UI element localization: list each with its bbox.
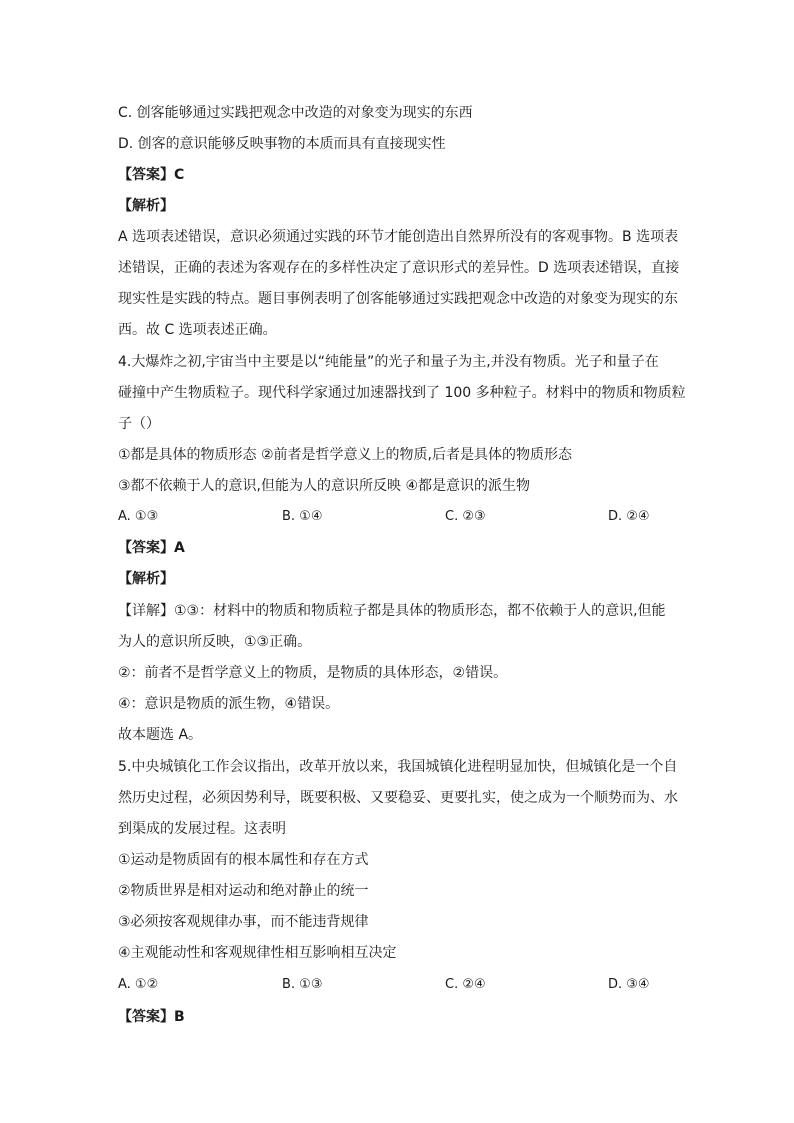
- q5-statement: ①运动是物质固有的根本属性和存在方式: [118, 852, 369, 868]
- q5-choice-b: B. ①③: [282, 977, 323, 992]
- q5-stem-line: 到渠成的发展过程。这表明: [118, 821, 286, 837]
- q3-analysis-line: 现实性是实践的特点。题目事例表明了创客能够通过实践把观念中改造的对象变为现实的东: [118, 291, 678, 307]
- q5-answer: 【答案】B: [118, 1009, 185, 1025]
- q3-analysis-line: 述错误，正确的表述为客观存在的多样性决定了意识形式的差异性。D 选项表述错误，直接: [118, 260, 680, 276]
- q5-choice-c: C. ②④: [445, 977, 486, 992]
- q3-option-d: D. 创客的意识能够反映事物的本质而具有直接现实性: [118, 136, 446, 152]
- q5-choice-d: D. ③④: [608, 977, 650, 992]
- q4-statement: ①都是具体的物质形态 ②前者是哲学意义上的物质,后者是具体的物质形态: [118, 447, 573, 463]
- q5-choice-a: A. ①②: [118, 977, 159, 992]
- q3-answer: 【答案】C: [118, 167, 185, 183]
- q3-analysis-line: 西。故 C 选项表述正确。: [118, 322, 277, 338]
- q4-answer: 【答案】A: [118, 540, 185, 556]
- q5-statement: ③必须按客观规律办事，而不能违背规律: [118, 914, 369, 930]
- q4-detail-line: ②：前者不是哲学意义上的物质，是物质的具体形态，②错误。: [118, 665, 508, 681]
- q4-analysis-heading: 【解析】: [118, 571, 174, 587]
- q3-analysis-heading: 【解析】: [118, 198, 174, 214]
- q5-stem-line: 5.中央城镇化工作会议指出，改革开放以来，我国城镇化进程明显加快，但城镇化是一个自: [118, 759, 678, 775]
- q3-option-c: C. 创客能够通过实践把观念中改造的对象变为现实的东西: [118, 105, 473, 121]
- q4-statement: ③都不依赖于人的意识,但能为人的意识所反映 ④都是意识的派生物: [118, 478, 531, 494]
- q4-stem-line: 4.大爆炸之初,宇宙当中主要是以“纯能量”的光子和量子为主,并没有物质。光子和量子在: [118, 354, 659, 370]
- q4-stem-line: 子（）: [118, 416, 160, 432]
- q5-statement: ②物质世界是相对运动和绝对静止的统一: [118, 883, 369, 899]
- q5-stem-line: 然历史过程，必须因势利导，既要积极、又要稳妥、更要扎实，使之成为一个顺势而为、水: [118, 790, 678, 806]
- q4-detail-line: ④：意识是物质的派生物，④错误。: [118, 696, 340, 712]
- q5-statement: ④主观能动性和客观规律性相互影响相互决定: [118, 945, 397, 961]
- q4-detail-line: 故本题选 A。: [118, 727, 203, 743]
- q3-analysis-line: A 选项表述错误，意识必须通过实践的环节才能创造出自然界所没有的客观事物。B 选项表: [118, 229, 679, 245]
- q4-choice-b: B. ①④: [282, 509, 323, 524]
- q4-choice-c: C. ②③: [445, 509, 486, 524]
- q4-choice-d: D. ②④: [608, 509, 650, 524]
- q4-detail-line: 为人的意识所反映，①③正确。: [118, 634, 312, 650]
- q4-choice-a: A. ①③: [118, 509, 159, 524]
- q4-detail-line: 【详解】①③：材料中的物质和物质粒子都是具体的物质形态，都不依赖于人的意识,但能: [118, 603, 666, 619]
- q4-stem-line: 碰撞中产生物质粒子。现代科学家通过加速器找到了 100 多种粒子。材料中的物质和物质粒: [118, 385, 686, 401]
